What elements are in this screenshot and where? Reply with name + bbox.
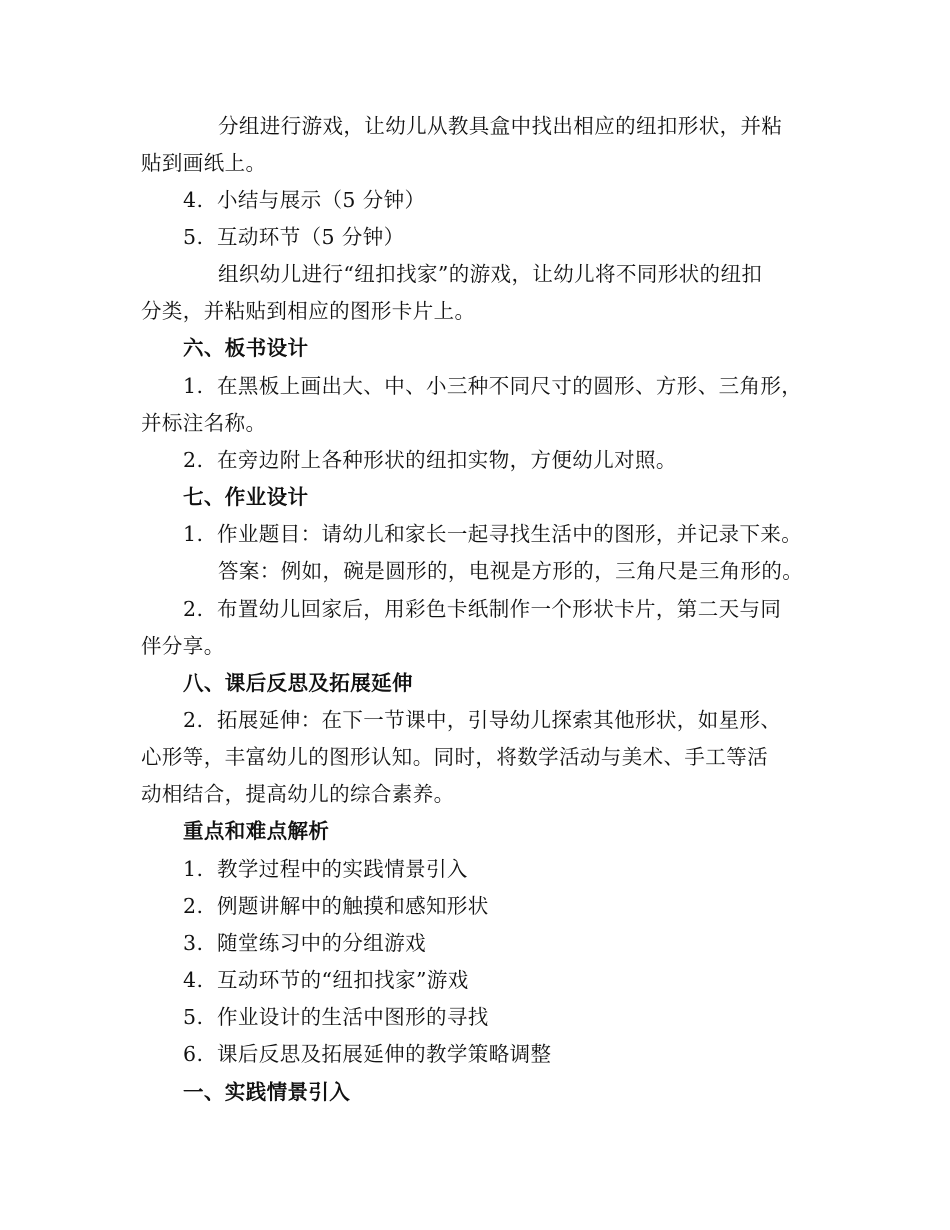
list-item <box>183 929 426 957</box>
list-number: 2. <box>183 708 204 732</box>
list-item <box>183 892 489 920</box>
paragraph-line <box>218 112 782 140</box>
heading-text: 一、实践情景引入 <box>183 1080 351 1104</box>
list-text: 拓展延伸：在下一节课中，引导幼儿探索其他形状，如星形、 <box>217 708 782 732</box>
list-number: 1. <box>183 857 204 881</box>
paragraph-line <box>218 557 803 585</box>
list-number: 2. <box>183 894 204 918</box>
list-text: 课后反思及拓展延伸的教学策略调整 <box>217 1042 552 1066</box>
list-item <box>183 966 469 994</box>
section-heading <box>183 1078 350 1106</box>
list-text: 互动环节（5 分钟） <box>217 225 405 249</box>
line-text: 分类，并粘贴到相应的图形卡片上。 <box>141 299 476 323</box>
paragraph-line <box>141 743 768 771</box>
line-text: 贴到画纸上。 <box>141 151 267 175</box>
line-text: 心形等，丰富幼儿的图形认知。同时，将数学活动与美术、手工等活 <box>141 745 768 769</box>
list-number: 2. <box>183 448 204 472</box>
line-text: 并标注名称。 <box>141 411 267 435</box>
answer-text: 答案：例如，碗是圆形的，电视是方形的，三角尺是三角形的。 <box>218 559 804 583</box>
list-text: 布置幼儿回家后，用彩色卡纸制作一个形状卡片，第二天与同 <box>217 597 782 621</box>
list-item <box>183 1003 489 1031</box>
list-item <box>183 706 781 734</box>
section-heading <box>183 483 308 511</box>
list-number: 1. <box>183 374 204 398</box>
paragraph-line <box>218 260 762 288</box>
line-text: 动相结合，提高幼儿的综合素养。 <box>141 782 455 806</box>
list-text: 教学过程中的实践情景引入 <box>217 857 468 881</box>
section-heading <box>183 817 329 845</box>
section-heading <box>183 334 308 362</box>
list-item <box>183 223 405 251</box>
heading-text: 六、板书设计 <box>183 336 309 360</box>
heading-text: 七、作业设计 <box>183 485 309 509</box>
list-number: 2. <box>183 597 204 621</box>
list-text: 小结与展示（5 分钟） <box>217 188 426 212</box>
list-item <box>183 446 677 474</box>
list-number: 6. <box>183 1042 204 1066</box>
list-number: 4. <box>183 968 204 992</box>
list-number: 3. <box>183 931 204 955</box>
list-number: 5. <box>183 225 204 249</box>
heading-text: 八、课后反思及拓展延伸 <box>183 671 413 695</box>
list-text: 在旁边附上各种形状的纽扣实物，方便幼儿对照。 <box>217 448 677 472</box>
line-text: 分组进行游戏，让幼儿从教具盒中找出相应的纽扣形状，并粘 <box>218 114 783 138</box>
line-text: 组织幼儿进行“纽扣找家”的游戏，让幼儿将不同形状的纽扣 <box>218 262 763 286</box>
section-heading <box>183 669 413 697</box>
list-text: 随堂练习中的分组游戏 <box>217 931 426 955</box>
list-text: 互动环节的“纽扣找家”游戏 <box>217 968 469 992</box>
paragraph-line <box>141 632 225 660</box>
list-item <box>183 595 781 623</box>
list-item <box>183 372 802 400</box>
line-text: 伴分享。 <box>141 634 225 658</box>
list-item <box>183 186 425 214</box>
list-text: 在黑板上画出大、中、小三种不同尺寸的圆形、方形、三角形， <box>217 374 803 398</box>
list-text: 作业题目：请幼儿和家长一起寻找生活中的图形，并记录下来。 <box>217 522 803 546</box>
list-text: 作业设计的生活中图形的寻找 <box>217 1005 489 1029</box>
list-item <box>183 1040 551 1068</box>
list-number: 4. <box>183 188 204 212</box>
list-item <box>183 520 802 548</box>
list-text: 例题讲解中的触摸和感知形状 <box>217 894 489 918</box>
paragraph-line <box>141 409 266 437</box>
list-item <box>183 855 468 883</box>
list-number: 1. <box>183 522 204 546</box>
list-number: 5. <box>183 1005 204 1029</box>
paragraph-line <box>141 297 475 325</box>
paragraph-line <box>141 780 455 808</box>
paragraph-line <box>141 149 266 177</box>
heading-text: 重点和难点解析 <box>183 819 330 843</box>
